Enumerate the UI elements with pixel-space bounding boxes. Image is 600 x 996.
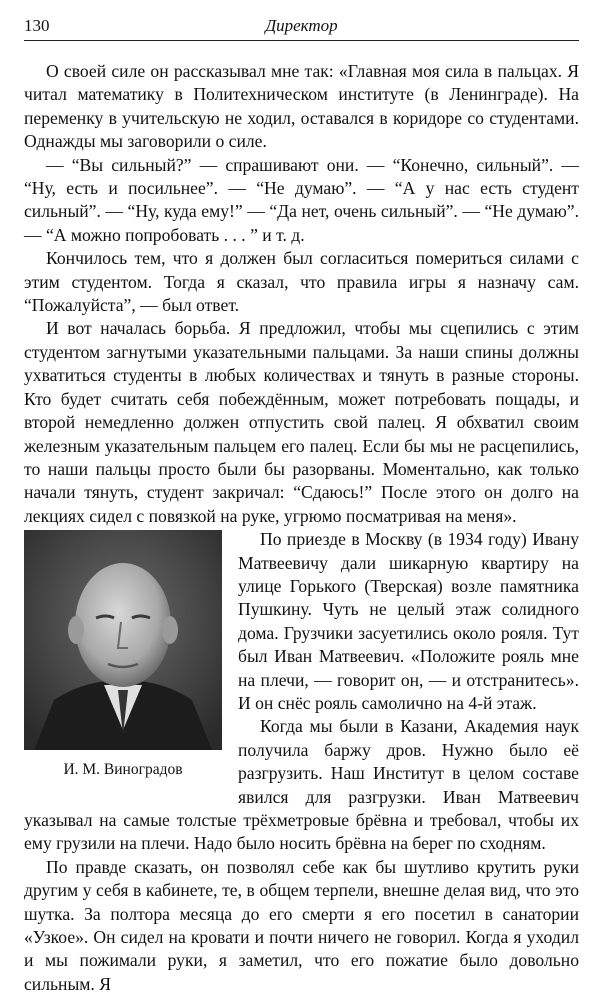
paragraph: — “Вы сильный?” — спрашивают они. — “Конечно, сильный”. — “Ну, есть и посильнее”. — “Не думаю”. — “А у нас есть студент сильный”. — “Ну, куда ему!” — “Да нет, очень сильный”. — “Не думаю”. — “А можно попробовать . . . ” и т. д. — [24, 154, 579, 245]
paragraph: По приезде в Москву (в 1934 году) Ивану Матвеевичу дали шикарную квартиру на улице Горького (Тверская) возле памятника Пушкину. Чуть не целый этаж солидного дома. Грузчики засуетились около рояля. Тут был Иван Матвеевич. «Положите рояль мне на плечи, — говорит он, — и отстранитесь». И он снёс рояль самолично на 4-й этаж. — [238, 529, 579, 713]
portrait-image — [24, 530, 222, 750]
page-header — [24, 14, 579, 41]
portrait-figure — [24, 530, 222, 786]
paragraph: Когда мы были в Казани, Академия наук получила баржу дров. Нужно было её разгрузить. Наш Институт в целом составе явился для разгрузки. Иван Матвеевич указывал на самые толстые трёхметровые брёвна и требовал, чтобы их ему грузили на плечи. Надо было носить брёвна на берег по сходням. — [24, 716, 579, 854]
page-number: 130 — [24, 16, 50, 35]
portrait-photo — [24, 530, 222, 750]
running-title: Директор — [265, 16, 338, 35]
paragraph: Кончилось тем, что я должен был согласиться помериться силами с этим студентом. Тогда я сказал, что правила игры я назначу сам. “Пожалуйста”, — был ответ. — [24, 248, 579, 316]
figure-caption: И. М. Виноградов — [63, 761, 183, 779]
paragraph: И вот началась борьба. Я предложил, чтобы мы сцепились с этим студентом загнутыми указательными пальцами. За наши спины должны ухватиться студенты в любых количествах и тянуть в разные стороны. Кто будет считать себя побеждённым, может потребовать пощады, и второй немедленно должен отпустить свой палец. Я обхватил своим железным указательным пальцем его палец. Если бы мы не расцепились, то наши пальцы просто были бы разорваны. Моментально, как только начали тянуть, студент закричал: “Сдаюсь!” После этого он долго на лекциях сидел с повязкой на руке, угрюмо посматривая на меня». — [24, 318, 579, 526]
paragraph: О своей силе он рассказывал мне так: «Главная моя сила в пальцах. Я читал математику в Политехническом институте (в Ленинграде). На переменку в учительскую не ходил, оставался в коридоре со студентами. Однажды мы заговорили о силе. — [24, 61, 579, 152]
paragraph: По правде сказать, он позволял себе как бы шутливо крутить руки другим у себя в кабинете, те, в общем терпели, внешне делая вид, что это шутка. За полтора месяца до его смерти я его посетил в санатории «Узкое». Он сидел на кровати и почти ничего не говорил. Когда я уходил и мы пожимали руки, я заметил, что его пожатие было довольно сильным. Я — [24, 856, 579, 994]
body-text — [24, 60, 579, 996]
